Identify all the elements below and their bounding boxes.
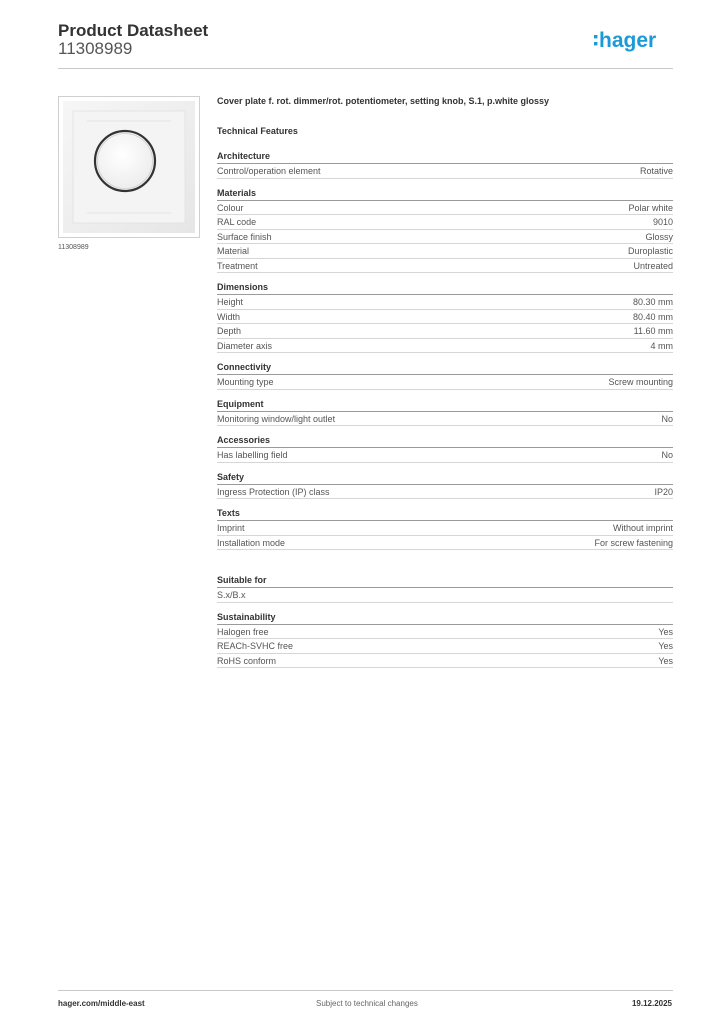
spec-row: [217, 375, 673, 390]
spec-row: [217, 201, 673, 216]
spec-label: S.x/B.x: [217, 590, 246, 600]
spec-value: No: [661, 413, 673, 424]
spec-row: [217, 324, 673, 339]
logo-text: hager: [599, 29, 657, 52]
spec-value: 11.60 mm: [633, 326, 673, 336]
section-title: Materials: [217, 187, 673, 201]
spec-value: Glossy: [645, 231, 673, 242]
product-image: [58, 96, 200, 238]
spec-row: [217, 295, 673, 310]
spec-row: [217, 536, 673, 551]
spec-content: [217, 95, 673, 676]
spec-label: RAL code: [217, 217, 257, 227]
spec-label: Ingress Protection (IP) class: [217, 486, 330, 497]
spec-row: [217, 521, 673, 536]
section-title: Texts: [217, 507, 673, 521]
section-title: Suitable for: [217, 574, 673, 588]
footer-divider: [58, 990, 673, 991]
section-texts: [217, 507, 673, 550]
spec-label: Has labelling field: [217, 450, 288, 460]
spec-label: Depth: [217, 326, 242, 336]
spec-label: Colour: [217, 202, 244, 213]
section-title: Connectivity: [217, 361, 673, 375]
section-title: Equipment: [217, 398, 673, 412]
spec-value: Yes: [658, 626, 673, 637]
spec-label: Diameter axis: [217, 340, 273, 351]
section-connectivity: [217, 361, 673, 390]
spec-value: IP20: [654, 486, 673, 497]
hager-logo: [594, 26, 674, 56]
cover-plate-illustration: [59, 97, 199, 237]
product-number: 11308989: [58, 39, 133, 58]
spec-row: [217, 639, 673, 654]
section-accessories: [217, 434, 673, 463]
footer-notice: Subject to technical changes: [316, 999, 418, 1008]
section-architecture: [217, 150, 673, 179]
spec-row: [217, 485, 673, 500]
spec-row: [217, 215, 673, 230]
spec-value: For screw fastening: [594, 537, 673, 548]
section-dimensions: [217, 281, 673, 353]
spec-label: Treatment: [217, 260, 258, 271]
section-equipment: [217, 398, 673, 427]
page-title: Product Datasheet: [58, 21, 209, 40]
spec-value: Duroplastic: [627, 246, 673, 256]
spec-row: [217, 588, 673, 603]
technical-features-heading: Technical Features: [217, 126, 298, 136]
spec-row: [217, 654, 673, 669]
footer-date: 19.12.2025: [631, 999, 672, 1008]
section-spacer: [217, 558, 673, 574]
spec-label: Mounting type: [217, 377, 274, 387]
spec-label: Material: [217, 246, 250, 256]
spec-row: [217, 164, 673, 179]
spec-value: Rotative: [639, 166, 673, 176]
section-title: Dimensions: [217, 281, 673, 295]
section-title: Accessories: [217, 434, 673, 448]
spec-label: REACh-SVHC free: [217, 641, 294, 651]
spec-value: Yes: [658, 655, 673, 666]
spec-value: Screw mounting: [608, 377, 673, 387]
spec-label: Control/operation element: [217, 166, 321, 176]
spec-row: [217, 259, 673, 274]
spec-value: Without imprint: [612, 523, 673, 533]
spec-value: 9010: [652, 217, 673, 227]
image-caption: 11308989: [58, 244, 89, 251]
section-title: Architecture: [217, 150, 673, 164]
spec-row: [217, 244, 673, 259]
spec-label: RoHS conform: [217, 655, 277, 666]
spec-value: 80.40 mm: [632, 311, 673, 322]
section-title: Safety: [217, 471, 673, 485]
spec-row: [217, 412, 673, 427]
spec-value: Untreated: [633, 260, 673, 271]
spec-label: Halogen free: [217, 626, 269, 637]
spec-row: [217, 339, 673, 354]
spec-label: Monitoring window/light outlet: [217, 413, 336, 424]
spec-value: No: [661, 450, 673, 460]
product-description: Cover plate f. rot. dimmer/rot. potentiometer, setting knob, S.1, p.white glossy: [217, 96, 550, 106]
header-divider: [58, 68, 673, 69]
spec-value: Yes: [658, 641, 673, 651]
footer-website-link[interactable]: hager.com/middle-east: [58, 999, 145, 1008]
spec-label: Surface finish: [217, 231, 272, 242]
spec-label: Height: [217, 297, 244, 307]
section-safety: [217, 471, 673, 500]
spec-row: [217, 230, 673, 245]
spec-value: 80.30 mm: [632, 297, 673, 307]
spec-value: 4 mm: [650, 340, 673, 351]
spec-value: Polar white: [628, 202, 673, 213]
spec-label: Width: [217, 311, 241, 322]
spec-row: [217, 625, 673, 640]
spec-label: Imprint: [217, 523, 245, 533]
spec-label: Installation mode: [217, 537, 286, 548]
spec-row: [217, 310, 673, 325]
section-suitable-for: [217, 574, 673, 603]
section-sustainability: [217, 611, 673, 669]
spec-row: [217, 448, 673, 463]
section-title: Sustainability: [217, 611, 673, 625]
section-materials: [217, 187, 673, 274]
